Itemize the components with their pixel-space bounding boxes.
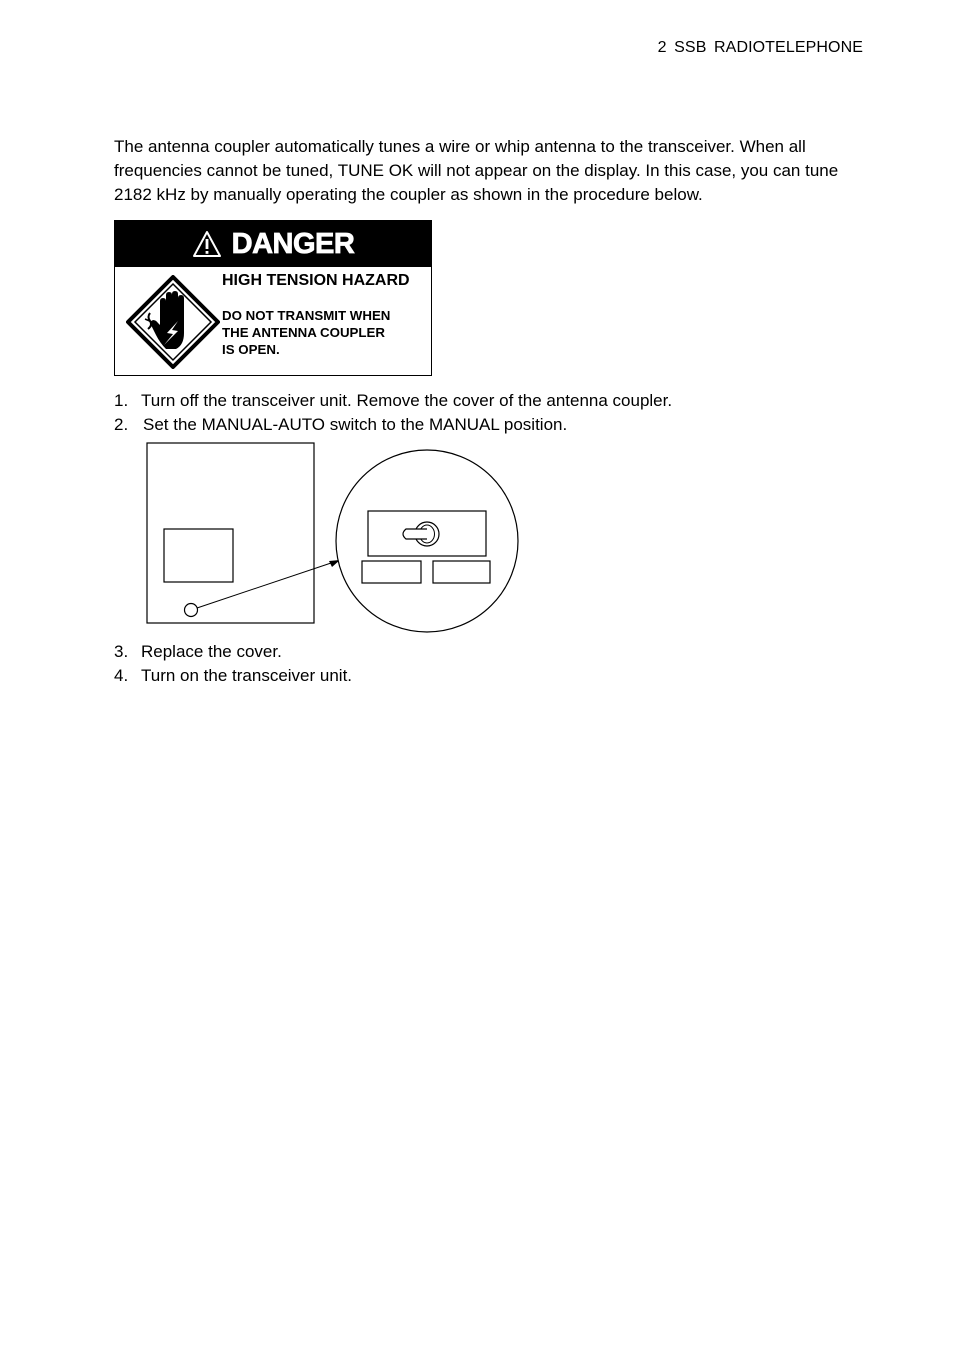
hazard-text (222, 307, 422, 358)
toggle-switch-lever (403, 529, 427, 539)
hazard-line: DO NOT TRANSMIT WHEN (222, 308, 391, 323)
step-item (114, 390, 672, 412)
label-box-left (362, 561, 421, 583)
step-number: 3. (114, 642, 129, 661)
hazard-line: THE ANTENNA COUPLER (222, 325, 386, 340)
danger-label (114, 220, 432, 376)
step-number: 1. (114, 391, 129, 410)
step-item (114, 665, 352, 687)
danger-bar (115, 221, 431, 267)
hazard-title: HIGH TENSION HAZARD (222, 272, 410, 289)
label-box-right (433, 561, 490, 583)
coupler-panel (164, 529, 233, 582)
step-item (114, 641, 282, 663)
page-header: 2 SSB RADIOTELEPHONE (657, 39, 863, 56)
hazard-line: IS OPEN. (222, 342, 280, 357)
coupler-switch-diagram (140, 440, 530, 640)
intro-paragraph: The antenna coupler automatically tunes a wire or whip antenna to the transceiver. When all frequencies cannot be tuned, TUNE OK will not appear on the display. In this case, you can tune 2182 kHz by manually operating the coupler as shown in the procedure below. (114, 137, 839, 204)
high-voltage-hand-icon (126, 275, 220, 369)
step-text: Turn off the transceiver unit. Remove the cover of the antenna coupler. (141, 391, 673, 410)
step-item (114, 414, 567, 436)
step-number: 4. (114, 666, 129, 685)
danger-title: DANGER (231, 227, 355, 260)
step-text: Turn on the transceiver unit. (141, 666, 353, 685)
step-text: Set the MANUAL-AUTO switch to the MANUAL position. (143, 415, 568, 434)
warning-triangle-icon (192, 230, 222, 258)
switch-location-marker (185, 604, 198, 617)
step-text: Replace the cover. (141, 642, 282, 661)
step-number: 2. (114, 415, 129, 434)
